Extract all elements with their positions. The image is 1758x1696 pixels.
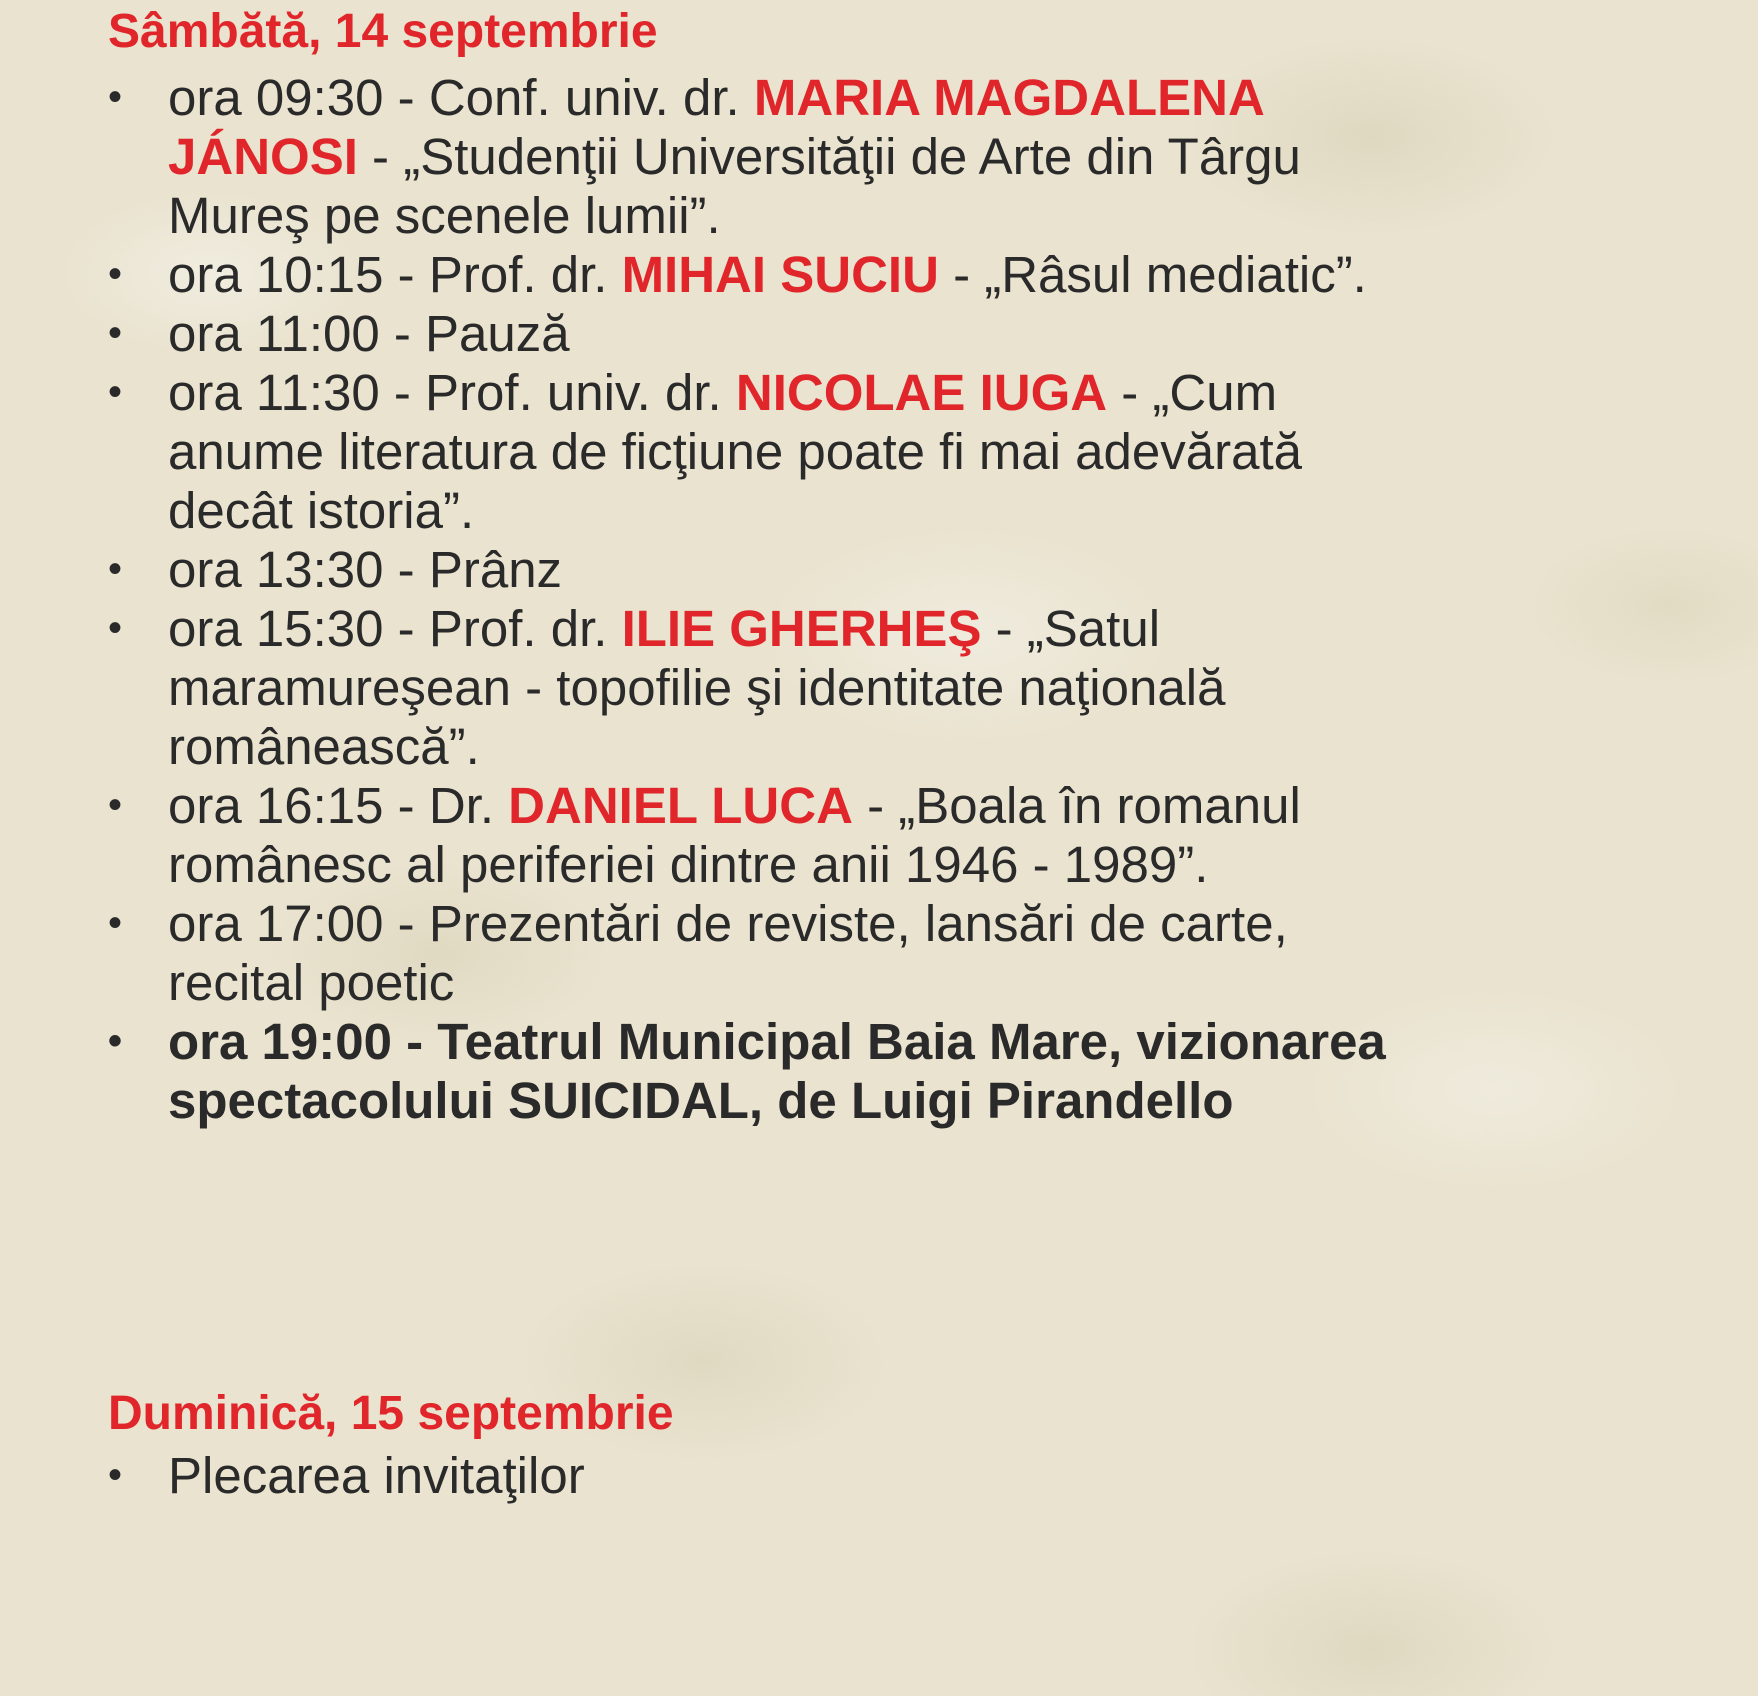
day-heading-saturday: Sâmbătă, 14 septembrie xyxy=(108,5,658,58)
schedule-list-sunday xyxy=(0,1446,1428,1505)
item-prefix: ora 15:30 - Prof. dr. xyxy=(168,600,622,657)
item-text: Plecarea invitaţilor xyxy=(168,1447,585,1504)
bullet-icon: • xyxy=(108,252,123,296)
item-prefix: ora 09:30 - Conf. univ. dr. xyxy=(168,69,754,126)
bullet-icon: • xyxy=(108,606,123,650)
talk-title: - „Râsul mediatic”. xyxy=(938,246,1367,303)
speaker-name: MIHAI SUCIU xyxy=(621,246,939,303)
schedule-item-1015 xyxy=(0,245,1428,304)
bullet-icon: • xyxy=(108,1019,123,1063)
talk-title: - „Studenţii Universităţii de Arte din Târgu Mureş pe scenele lumii”. xyxy=(168,128,1301,244)
bullet-icon: • xyxy=(108,311,123,355)
schedule-item-1530 xyxy=(0,599,1428,776)
schedule-item-1130 xyxy=(0,363,1428,540)
talk-title: - „Cum anume literatura de ficţiune poate fi mai adevărată decât istoria”. xyxy=(168,364,1303,539)
schedule-item-1615 xyxy=(0,776,1428,894)
bullet-icon: • xyxy=(108,901,123,945)
schedule-list-saturday xyxy=(0,68,1428,1130)
item-text: ora 19:00 - Teatrul Municipal Baia Mare, vizionarea spectacolului SUICIDAL, de Luigi Pirandello xyxy=(168,1013,1386,1129)
item-prefix: ora 16:15 - Dr. xyxy=(168,777,509,834)
item-prefix: ora 10:15 - Prof. dr. xyxy=(168,246,622,303)
item-text: ora 17:00 - Prezentări de reviste, lansări de carte, recital poetic xyxy=(168,895,1288,1011)
bullet-icon: • xyxy=(108,75,123,119)
item-prefix: ora 11:30 - Prof. univ. dr. xyxy=(168,364,736,421)
schedule-item-0930 xyxy=(0,68,1428,245)
bullet-icon: • xyxy=(108,1453,123,1497)
talk-title: - „Satul maramureşean - topofilie şi identitate naţională românească”. xyxy=(168,600,1226,775)
bullet-icon: • xyxy=(108,370,123,414)
day-heading-sunday: Duminică, 15 septembrie xyxy=(108,1387,674,1440)
bullet-icon: • xyxy=(108,547,123,591)
speaker-name: ILIE GHERHEŞ xyxy=(621,600,982,657)
speaker-name: DANIEL LUCA xyxy=(508,777,853,834)
item-text: ora 13:30 - Prânz xyxy=(168,541,563,598)
schedule-item-1900 xyxy=(0,1012,1428,1130)
bullet-icon: • xyxy=(108,783,123,827)
speaker-name: MARIA MAGDALENA JÁNOSI xyxy=(168,69,1263,185)
talk-title: - „Boala în romanul românesc al periferiei dintre anii 1946 - 1989”. xyxy=(168,777,1301,893)
schedule-item-departure xyxy=(0,1446,1428,1505)
speaker-name: NICOLAE IUGA xyxy=(735,364,1108,421)
item-text: ora 11:00 - Pauză xyxy=(168,305,570,362)
schedule-item-1100 xyxy=(0,304,1428,363)
schedule-item-1330 xyxy=(0,540,1428,599)
schedule-item-1700 xyxy=(0,894,1428,1012)
